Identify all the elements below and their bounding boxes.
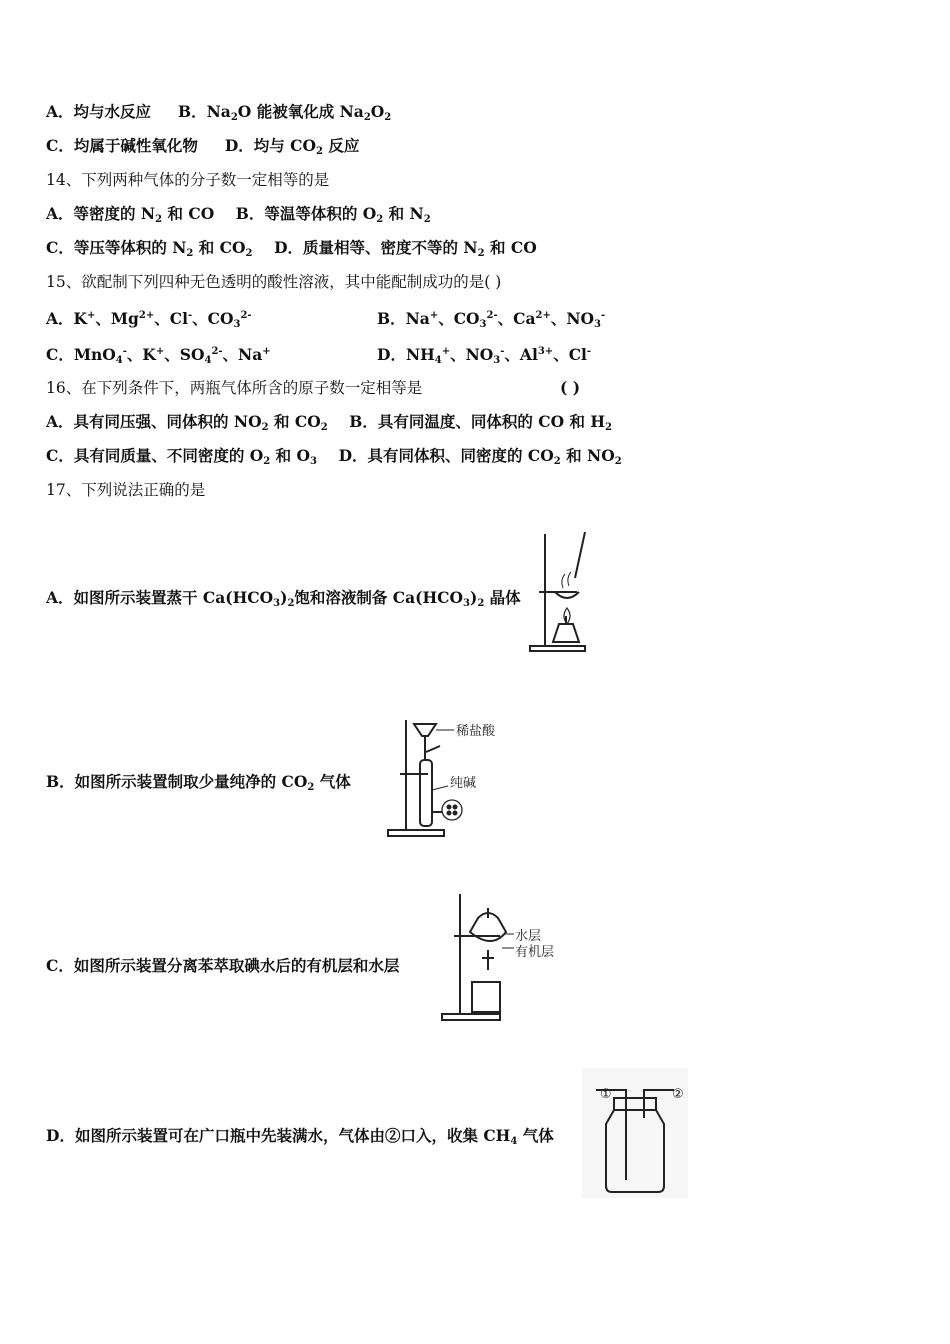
q16-paren: ( ) [560,378,581,397]
q13-options-ab [46,102,391,128]
figure-gas-collection-bottle [582,1068,688,1198]
q15-stem: 15、欲配制下列四种无色透明的酸性溶液，其中能配制成功的是( ) [46,273,502,291]
q16-stem: 16、在下列条件下，两瓶气体所含的原子数一定相等是 [46,379,423,397]
option-c: C．等压等体积的 $N_2$ 和 $CO_2$ [46,238,253,259]
q16-options-cd [46,446,622,472]
q16-options-ab [46,412,612,438]
figure-co2-generator [384,716,524,840]
option-c: C．具有同质量、不同密度的 $O_2$ 和 $O_3$ [46,446,317,467]
q17-option-c: C．如图所示装置分离苯萃取碘水后的有机层和水层 [46,956,400,975]
label-soda-ash: 纯碱 [450,776,477,791]
figure-separatory-funnel [436,890,566,1024]
port-2-label: ② [672,1087,684,1102]
q14-options-ab [46,204,431,230]
option-a: A．均与水反应 [46,102,152,121]
label-water-layer: 水层 [515,929,542,944]
figure-evaporation-apparatus [525,528,590,656]
q14-stem: 14、下列两种气体的分子数一定相等的是 [46,171,330,189]
q17-option-d: D．如图所示装置可在广口瓶中先装满水，气体由②口入，收集 $CH_4$ 气体 [46,1126,554,1147]
label-organic-layer: 有机层 [515,945,555,960]
option-b: B．等温等体积的 $O_2$ 和 $N_2$ [235,204,431,225]
q14-options-cd [46,238,537,264]
option-d: D．具有同体积、同密度的 $CO_2$ 和 $NO_2$ [338,446,622,467]
q17-stem: 17、下列说法正确的是 [46,481,206,499]
q15-option-b: B．Na+、$CO_3^{2-}$、$Ca^{2+}$、$NO_3^-$ [377,309,606,330]
option-c: C．均属于碱性氧化物 [46,136,198,155]
option-a: A．具有同压强、同体积的 $NO_2$ 和 $CO_2$ [46,412,328,433]
option-d: D．均与 $CO_2$ 反应 [224,136,360,157]
option-d: D．质量相等、密度不等的 $N_2$ 和 CO [274,238,537,259]
label-dilute-hcl: 稀盐酸 [456,724,496,739]
q15-option-c: C．MnO$_4$-、K+、$SO_4^{2-}$、Na+ [46,345,271,366]
option-a: A．等密度的 $N_2$ 和 CO [46,204,215,225]
q15-option-d: D．$NH_4^+$、$NO_3^-$、$Al^{3+}$、Cl- [377,345,592,366]
q13-options-cd [46,136,359,162]
q17-option-a: A．如图所示装置蒸干 $Ca(HCO_3)_2$饱和溶液制备 $Ca(HCO_3)_2$ 晶体 [46,588,521,609]
option-b: B．$Na_2O$ 能被氧化成 $Na_2O_2$ [178,102,392,123]
q17-option-b: B．如图所示装置制取少量纯净的 $CO_2$ 气体 [46,772,351,793]
port-1-label: ① [600,1087,612,1102]
q15-option-a: A．K+、$Mg^{2+}$、Cl-、$CO_3^{2-}$ [46,309,252,330]
option-b: B．具有同温度、同体积的 CO 和 $H_2$ [349,412,613,433]
